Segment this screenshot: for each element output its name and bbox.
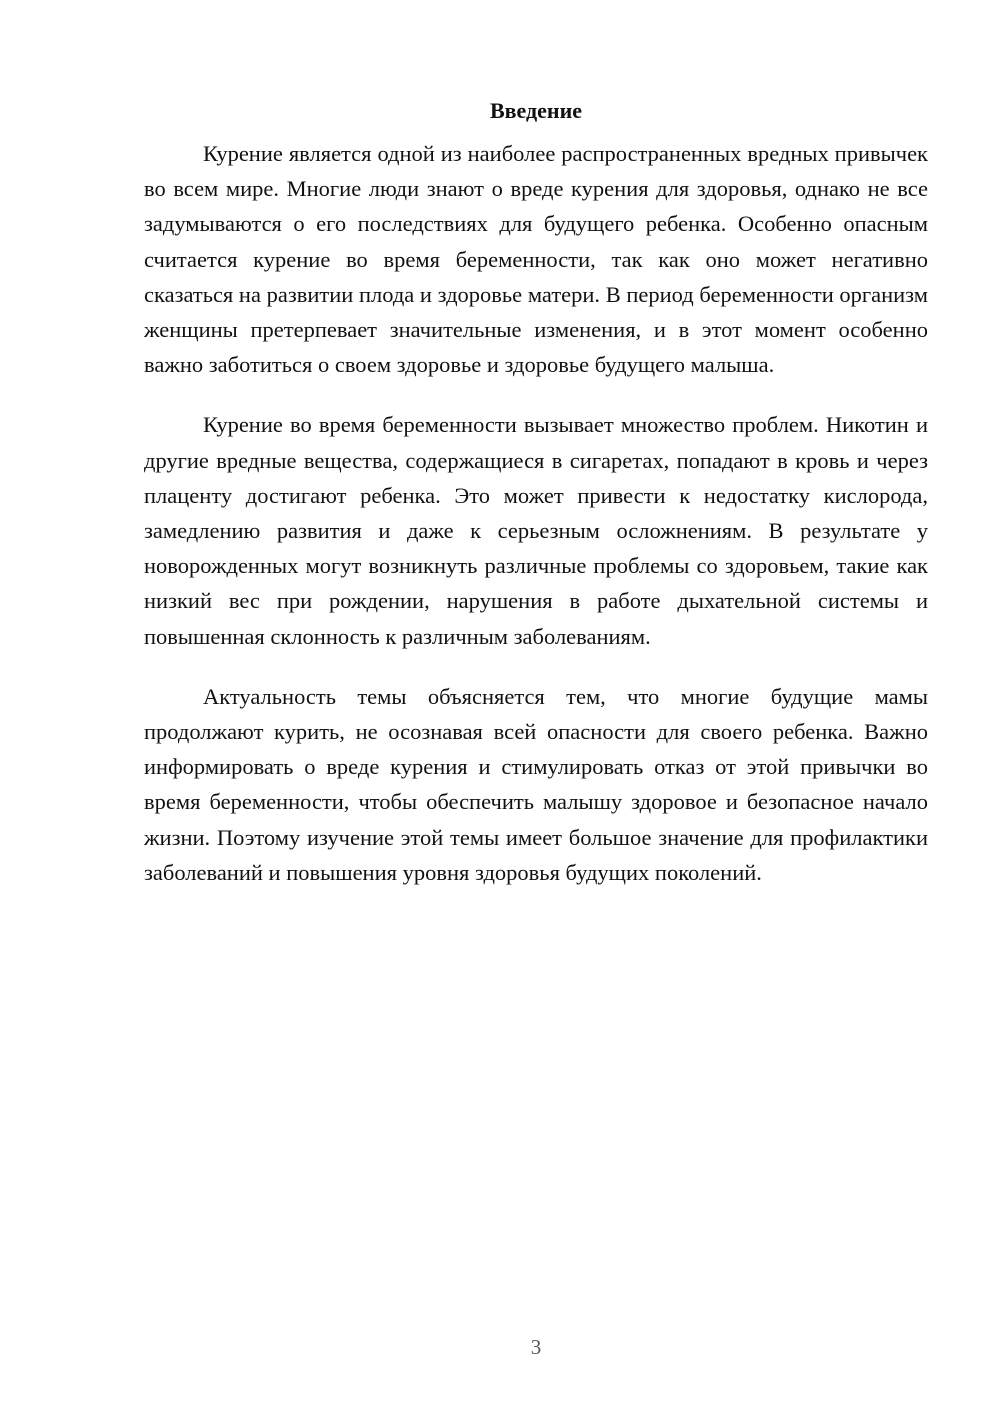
paragraph-1: Курение является одной из наиболее распространенных вредных привычек во всем мире. Многие люди знают о вреде курения для здоровья, однако не все задумываются о его последствиях для будущего ребенка. Особенно опасным считается курение во время беременности, так как оно может негативно сказаться на развитии плода и здоровье матери. В период беременности организм женщины претерпевает значительные изменения, и в этот момент особенно важно заботиться о своем здоровье и здоровье будущего малыша. [144, 141, 928, 378]
page-number: 3 [530, 1335, 542, 1359]
section-title: Введение [489, 98, 583, 123]
document-body [144, 94, 928, 915]
paragraph-2: Курение во время беременности вызывает множество проблем. Никотин и другие вредные вещества, содержащиеся в сигаретах, попадают в кровь и через плаценту достигают ребенка. Это может привести к недостатку кислорода, замедлению развития и даже к серьезным осложнениям. В результате у новорожденных могут возникнуть различные проблемы со здоровьем, такие как низкий вес при рождении, нарушения в работе дыхательной системы и повышенная склонность к различным заболеваниям. [144, 412, 928, 649]
paragraph-3: Актуальность темы объясняется тем, что многие будущие мамы продолжают курить, не осознавая всей опасности для своего ребенка. Важно информировать о вреде курения и стимулировать отказ от этой привычки во время беременности, чтобы обеспечить малышу здоровое и безопасное начало жизни. Поэтому изучение этой темы имеет большое значение для профилактики заболеваний и повышения уровня здоровья будущих поколений. [144, 683, 928, 885]
